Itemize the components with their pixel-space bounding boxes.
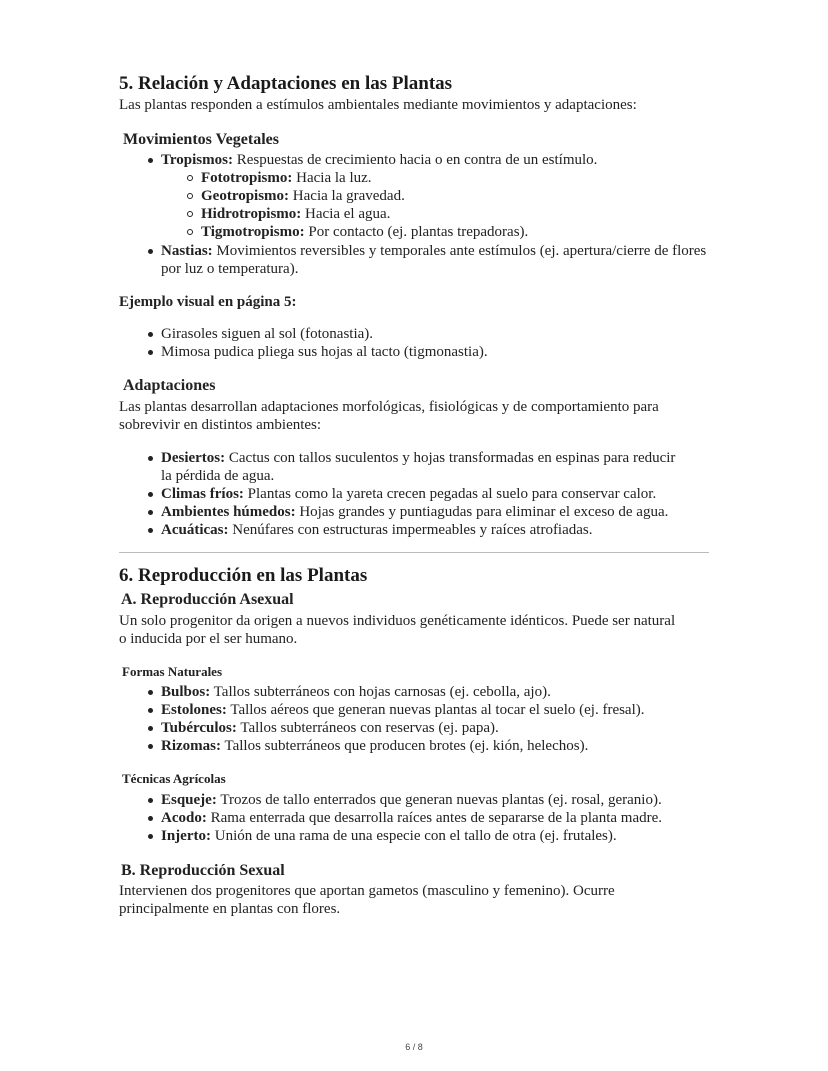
section-5-intro: Las plantas responden a estímulos ambientales mediante movimientos y adaptaciones: xyxy=(119,97,637,113)
list-item: Nastias: Movimientos reversibles y temporales ante estímulos (ej. apertura/cierre de flores por luz o temperatura). xyxy=(161,243,707,277)
list-item: Tubérculos: Tallos subterráneos con reservas (ej. papa). xyxy=(161,720,499,736)
list-item: Geotropismo: Hacia la gravedad. xyxy=(201,188,405,204)
section-6-title: 6. Reproducción en las Plantas xyxy=(119,565,368,586)
list-item: Hidrotropismo: Hacia el agua. xyxy=(201,206,391,222)
list-item: Acuáticas: Nenúfares con estructuras impermeables y raíces atrofiadas. xyxy=(161,522,593,538)
sexual-intro: Intervienen dos progenitores que aportan gametos (masculino y femenino). Ocurre principalmente en plantas con flores. xyxy=(119,883,615,917)
bullet-icon xyxy=(148,708,153,713)
list-item: Esqueje: Trozos de tallo enterrados que generan nuevas plantas (ej. rosal, geranio). xyxy=(161,792,662,808)
circle-bullet-icon xyxy=(187,193,193,199)
bullet-icon xyxy=(148,690,153,695)
bullet-icon xyxy=(148,492,153,497)
list-item: Girasoles siguen al sol (fotonastia). xyxy=(161,326,374,342)
list-item: Climas fríos: Plantas como la yareta crecen pegadas al suelo para conservar calor. xyxy=(161,486,657,502)
list-item: Fototropismo: Hacia la luz. xyxy=(201,170,372,186)
bullet-icon xyxy=(148,350,153,355)
list-item: Acodo: Rama enterrada que desarrolla raíces antes de separarse de la planta madre. xyxy=(161,810,663,826)
bullet-icon xyxy=(148,249,153,254)
asexual-intro: Un solo progenitor da origen a nuevos individuos genéticamente idénticos. Puede ser natural o inducida por el ser humano. xyxy=(119,613,676,647)
bullet-icon xyxy=(148,834,153,839)
bullet-icon xyxy=(148,510,153,515)
bullet-icon xyxy=(148,528,153,533)
bullet-icon xyxy=(148,456,153,461)
circle-bullet-icon xyxy=(187,229,193,235)
list-item: Tropismos: Respuestas de crecimiento hacia o en contra de un estímulo. xyxy=(161,152,598,168)
list-item: Injerto: Unión de una rama de una especie con el tallo de otra (ej. frutales). xyxy=(161,828,617,844)
sexual-title: B. Reproducción Sexual xyxy=(121,862,285,879)
circle-bullet-icon xyxy=(187,175,193,181)
circle-bullet-icon xyxy=(187,211,193,217)
section-divider xyxy=(119,552,709,553)
list-item: Desiertos: Cactus con tallos suculentos y hojas transformadas en espinas para reducir la pérdida de agua. xyxy=(161,450,676,484)
bullet-icon xyxy=(148,744,153,749)
section-5-title: 5. Relación y Adaptaciones en las Plantas xyxy=(119,73,453,94)
list-item: Bulbos: Tallos subterráneos con hojas carnosas (ej. cebolla, ajo). xyxy=(161,684,551,700)
asexual-title: A. Reproducción Asexual xyxy=(121,591,294,608)
formas-naturales-title: Formas Naturales xyxy=(122,664,223,679)
bullet-icon xyxy=(148,798,153,803)
tecnicas-agricolas-title: Técnicas Agrícolas xyxy=(122,771,226,786)
list-item: Ambientes húmedos: Hojas grandes y puntiagudas para eliminar el exceso de agua. xyxy=(161,504,669,520)
adaptaciones-title: Adaptaciones xyxy=(123,377,216,394)
list-item: Tigmotropismo: Por contacto (ej. plantas trepadoras). xyxy=(201,224,529,240)
bullet-icon xyxy=(148,332,153,337)
bullet-icon xyxy=(148,158,153,163)
list-item: Estolones: Tallos aéreos que generan nuevas plantas al tocar el suelo (ej. fresal). xyxy=(161,702,645,718)
movimientos-title: Movimientos Vegetales xyxy=(123,131,279,148)
list-item: Rizomas: Tallos subterráneos que producen brotes (ej. kión, helechos). xyxy=(161,738,589,754)
bullet-icon xyxy=(148,726,153,731)
ejemplo-title: Ejemplo visual en página 5: xyxy=(119,294,297,310)
list-item: Mimosa pudica pliega sus hojas al tacto (tigmonastia). xyxy=(161,344,488,360)
page-number: 6 / 8 xyxy=(405,1042,423,1052)
adaptaciones-intro: Las plantas desarrollan adaptaciones morfológicas, fisiológicas y de comportamiento para sobrevivir en distintos ambientes: xyxy=(119,399,659,433)
bullet-icon xyxy=(148,816,153,821)
